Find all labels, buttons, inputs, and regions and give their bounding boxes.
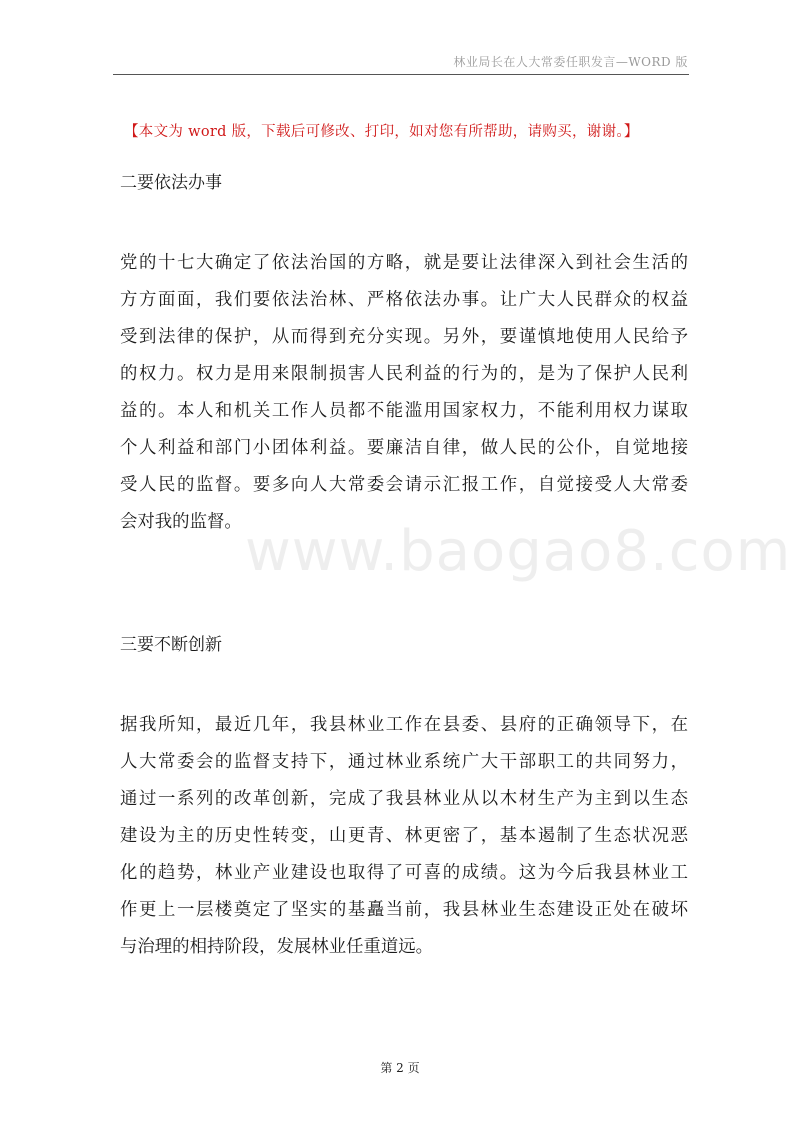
paragraph-line: 据我所知，最近几年，我县林业工作在县委、县府的正确领导下，在 — [120, 715, 688, 735]
download-notice: 【本文为 word 版，下载后可修改、打印，如对您有所帮助，请购买，谢谢。】 — [124, 124, 639, 140]
paragraph-line: 方方面面，我们要依法治林、严格依法办事。让广大人民群众的权益 — [120, 290, 688, 310]
paragraph-line: 受到法律的保护，从而得到充分实现。另外，要谨慎地使用人民给予 — [120, 327, 688, 347]
paragraph-line: 的权力。权力是用来限制损害人民利益的行为的，是为了保护人民利 — [120, 364, 688, 384]
watermark: www.baogao8.com — [245, 519, 792, 584]
paragraph-line: 个人利益和部门小团体利益。要廉洁自律，做人民的公仆，自觉地接 — [120, 438, 688, 458]
header-title: 林业局长在人大常委任职发言—WORD 版 — [453, 55, 688, 69]
paragraph-line: 与治理的相持阶段，发展林业任重道远。 — [120, 937, 434, 957]
paragraph-line: 化的趋势，林业产业建设也取得了可喜的成绩。这为今后我县林业工 — [120, 863, 688, 883]
paragraph-line: 会对我的监督。 — [120, 512, 242, 532]
paragraph-line: 通过一系列的改革创新，完成了我县林业从以木材生产为主到以生态 — [120, 789, 688, 809]
page-number: 第 2 页 — [380, 1061, 420, 1075]
paragraph-line: 党的十七大确定了依法治国的方略，就是要让法律深入到社会生活的 — [120, 253, 688, 273]
paragraph-line: 受人民的监督。要多向人大常委会请示汇报工作，自觉接受人大常委 — [120, 475, 688, 495]
header-divider — [113, 74, 689, 75]
paragraph-line: 人大常委会的监督支持下，通过林业系统广大干部职工的共同努力， — [120, 752, 688, 772]
paragraph-line: 作更上一层楼奠定了坚实的基矗当前，我县林业生态建设正处在破坏 — [120, 900, 688, 920]
paragraph-line: 建设为主的历史性转变，山更青、林更密了，基本遏制了生态状况恶 — [120, 826, 688, 846]
paragraph-law — [120, 245, 688, 541]
paragraph-innovation — [120, 707, 688, 966]
section-heading-innovation: 三要不断创新 — [120, 635, 222, 655]
section-heading-law: 二要依法办事 — [120, 173, 222, 193]
paragraph-line: 益的。本人和机关工作人员都不能滥用国家权力，不能利用权力谋取 — [120, 401, 688, 421]
